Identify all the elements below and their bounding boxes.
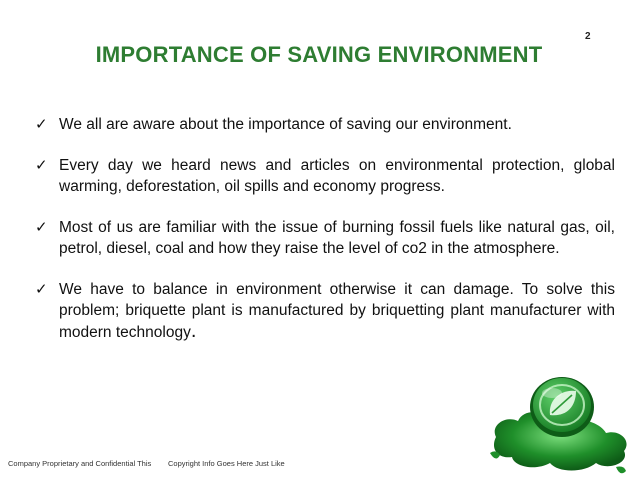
slide-title: IMPORTANCE OF SAVING ENVIRONMENT xyxy=(95,42,543,67)
footer-copyright: Copyright Info Goes Here Just Like xyxy=(168,459,285,468)
page-number: 2 xyxy=(585,31,591,42)
checkmark-icon: ✓ xyxy=(35,218,48,236)
bullet-item xyxy=(35,114,615,135)
bullet-text: Most of us are familiar with the issue of burning fossil fuels like natural gas, oil, petrol, diesel, coal and how they raise the level of co2 in the atmosphere. xyxy=(59,219,615,257)
checkmark-icon: ✓ xyxy=(35,115,48,133)
bullet-text-container xyxy=(59,279,615,343)
checkmark-icon: ✓ xyxy=(35,156,48,174)
bullet-item xyxy=(35,217,615,259)
bullet-text: Every day we heard news and articles on environmental protection, global warming, deforestation, oil spills and economy progress. xyxy=(59,157,615,195)
bullet-item xyxy=(35,155,615,197)
checkmark-icon: ✓ xyxy=(35,280,48,298)
bullet-text: We have to balance in environment otherwise it can damage. To solve this problem; briquette plant is manufactured by briquetting plant manufacturer with modern technology xyxy=(59,281,615,341)
footer-confidential: Company Proprietary and Confidential This xyxy=(8,459,152,468)
bullet-period: . xyxy=(190,320,197,342)
bullet-list xyxy=(35,114,615,363)
green-leaf-splash-icon xyxy=(488,367,634,475)
bullet-item xyxy=(35,279,615,343)
bullet-text: We all are aware about the importance of saving our environment. xyxy=(59,116,512,133)
